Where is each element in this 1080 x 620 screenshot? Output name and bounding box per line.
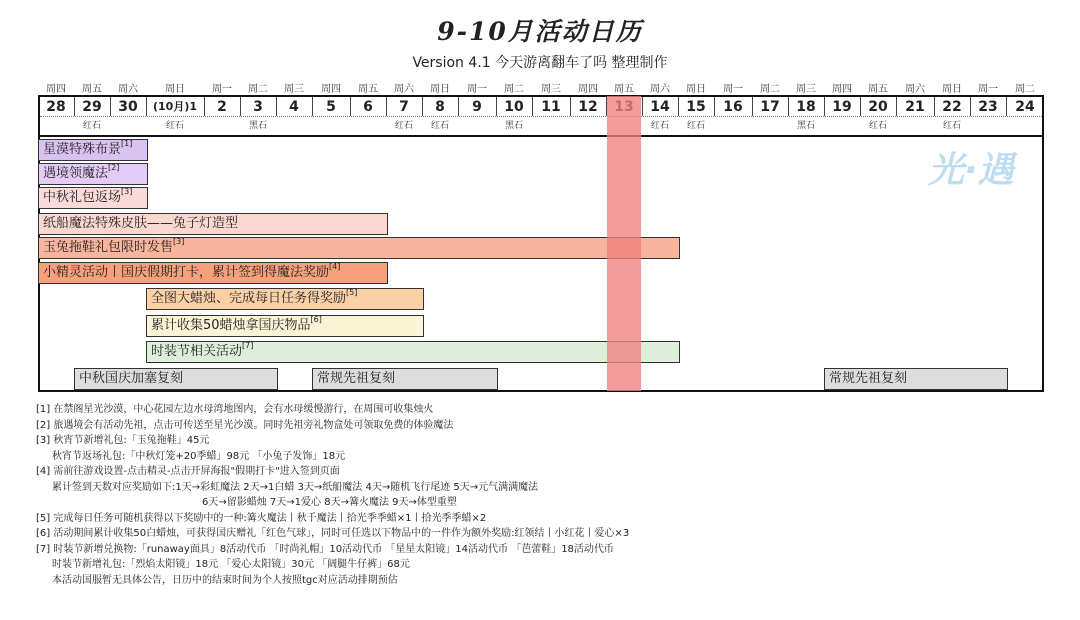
footnote-line: 本活动国服暂无具体公告，日历中的结束时间为个人按照tgc对应活动排期预估 (52, 574, 398, 586)
weekday-label: 周六 (905, 84, 925, 95)
date-cell: 16 (723, 99, 743, 115)
date-divider (40, 116, 1042, 117)
weekday-label: 周五 (868, 84, 888, 95)
weekday-label: 周六 (394, 84, 414, 95)
event-label: 纸船魔法特殊皮肤——兔子灯造型 (43, 216, 239, 231)
event-bar (74, 368, 278, 390)
event-footnote-ref: [1] (121, 139, 133, 148)
date-gridline (896, 97, 897, 116)
today-highlight-column (607, 96, 641, 391)
event-label: 常规先祖复刻 (317, 371, 396, 386)
date-cell: 12 (578, 99, 598, 115)
date-gridline (970, 97, 971, 116)
date-cell: 9 (472, 99, 482, 115)
date-gridline (496, 97, 497, 116)
footnote-line: [7] 时装节新增兑换物:「runaway面具」8活动代币 「时尚礼帽」10活动代币 「星星太阳镜」14活动代币 「芭蕾鞋」18活动代币 (36, 543, 614, 555)
stone-label: 黑石 (796, 121, 815, 131)
stone-label: 红石 (686, 121, 705, 131)
event-bar (146, 341, 680, 363)
weekday-label: 周一 (467, 84, 487, 95)
stone-label: 黑石 (504, 121, 523, 131)
weekday-label: 周日 (942, 84, 962, 95)
event-bar (38, 187, 148, 209)
footnote-line: [1] 在禁阁星光沙漠，中心花园左边水母湾地图内，会有水母缓慢游行，在周围可收集烛火 (36, 404, 434, 415)
event-footnote-ref: [2] (108, 163, 120, 172)
event-bar (38, 237, 680, 259)
date-gridline (146, 97, 147, 116)
date-cell: 24 (1015, 99, 1035, 115)
date-cell: 17 (760, 99, 780, 115)
date-cell: 3 (253, 99, 263, 115)
event-footnote-ref: [5] (346, 288, 358, 297)
event-bar (312, 368, 498, 390)
date-gridline (678, 97, 679, 116)
date-cell: (10月)1 (152, 100, 198, 113)
event-label: 小精灵活动丨国庆假期打卡，累计签到得魔法奖励 (43, 265, 330, 280)
event-bar (824, 368, 1008, 390)
weekday-label: 周三 (796, 84, 816, 95)
date-cell: 6 (363, 99, 373, 115)
weekday-label: 周三 (541, 84, 561, 95)
footnotes (36, 402, 629, 588)
footnote-line: 累计签到天数对应奖励如下:1天→彩虹魔法 2天→1白蜡 3天→纸船魔法 4天→随机飞行尾迹 5天→元气满满魔法 (52, 481, 539, 493)
page-subtitle: Version 4.1 今天游离翻车了吗 整理制作 (412, 55, 668, 71)
date-cell: 10 (504, 99, 524, 115)
date-gridline (386, 97, 387, 116)
weekday-label: 周二 (760, 84, 780, 95)
event-footnote-ref: [3] (173, 237, 185, 246)
stone-label: 红石 (868, 121, 887, 131)
weekday-label: 周五 (614, 84, 634, 95)
date-gridline (570, 97, 571, 116)
date-cell: 5 (326, 99, 336, 115)
weekday-header-row (38, 80, 1044, 94)
event-label: 中秋礼包返场 (43, 190, 122, 205)
weekday-label: 周日 (430, 84, 450, 95)
footnote-line: [3] 秋宵节新增礼包:「玉兔拖鞋」45元 (36, 435, 210, 446)
event-bar (146, 288, 424, 310)
date-gridline (458, 97, 459, 116)
weekday-label: 周四 (321, 84, 341, 95)
date-header (38, 95, 1044, 137)
date-cell: 11 (541, 99, 561, 115)
date-cell: 19 (832, 99, 852, 115)
date-gridline (110, 97, 111, 116)
date-gridline (532, 97, 533, 116)
weekday-label: 周二 (504, 84, 524, 95)
weekday-label: 周一 (723, 84, 743, 95)
date-gridline (240, 97, 241, 116)
date-gridline (1006, 97, 1007, 116)
event-bar (38, 213, 388, 235)
event-label: 星漠特殊布景 (43, 142, 122, 157)
date-cell: 23 (978, 99, 998, 115)
weekday-label: 周五 (358, 84, 378, 95)
date-cell: 30 (118, 99, 138, 115)
date-cell: 22 (942, 99, 962, 115)
weekday-label: 周一 (978, 84, 998, 95)
page-title: 9-10月活动日历 (437, 17, 643, 46)
date-cell: 2 (217, 99, 227, 115)
event-bar (146, 315, 424, 337)
date-cell: 21 (905, 99, 925, 115)
date-cell: 15 (686, 99, 706, 115)
event-label: 全图大蜡烛、完成每日任务得奖励 (151, 291, 347, 306)
date-gridline (714, 97, 715, 116)
stone-label: 红石 (82, 121, 101, 131)
date-gridline (74, 97, 75, 116)
event-label: 遇境领魔法 (43, 166, 109, 181)
footnote-line: [2] 旅遇境会有活动先祖，点击可传送至星光沙漠。同时先祖旁礼物盒处可领取免费的体验魔法 (36, 419, 454, 431)
event-bar (38, 139, 148, 161)
date-gridline (204, 97, 205, 116)
date-gridline (276, 97, 277, 116)
date-gridline (788, 97, 789, 116)
weekday-label: 周日 (686, 84, 706, 95)
weekday-label: 周二 (248, 84, 268, 95)
date-cell: 14 (650, 99, 670, 115)
stone-label: 黑石 (248, 121, 267, 131)
stone-label: 红石 (394, 121, 413, 131)
date-cell: 20 (868, 99, 888, 115)
date-gridline (824, 97, 825, 116)
weekday-label: 周六 (118, 84, 138, 95)
footnote-line: 秋宵节返场礼包:「中秋灯笼+20季蜡」98元 「小兔子发饰」18元 (52, 450, 346, 462)
date-gridline (422, 97, 423, 116)
weekday-label: 周五 (82, 84, 102, 95)
weekday-label: 周四 (832, 84, 852, 95)
weekday-label: 周二 (1015, 84, 1035, 95)
weekday-label: 周一 (212, 84, 232, 95)
footnote-line: [4] 需前往游戏设置-点击精灵-点击开屏海报"假期打卡"进入签到页面 (36, 466, 340, 477)
date-cell: 29 (82, 99, 102, 115)
date-gridline (312, 97, 313, 116)
event-label: 中秋国庆加塞复刻 (79, 371, 184, 386)
event-label: 常规先祖复刻 (829, 371, 908, 386)
weekday-label: 周四 (578, 84, 598, 95)
footnote-line: [5] 完成每日任务可随机获得以下奖励中的一种:篝火魔法丨秋千魔法丨拾光季季蜡×1丨拾光季季蜡×2 (36, 512, 487, 524)
date-gridline (642, 97, 643, 116)
event-label: 累计收集50蜡烛拿国庆物品 (151, 318, 311, 333)
stone-label: 红石 (165, 121, 184, 131)
date-gridline (350, 97, 351, 116)
event-label: 玉兔拖鞋礼包限时发售 (43, 240, 174, 255)
event-footnote-ref: [6] (310, 315, 322, 324)
event-footnote-ref: [4] (329, 262, 341, 271)
stone-label: 红石 (942, 121, 961, 131)
stone-label: 红石 (430, 121, 449, 131)
weekday-label: 周三 (284, 84, 304, 95)
date-gridline (860, 97, 861, 116)
date-cell: 4 (289, 99, 299, 115)
weekday-label: 周日 (165, 84, 185, 95)
event-bar (38, 262, 388, 284)
date-cell: 8 (435, 99, 445, 115)
date-gridline (934, 97, 935, 116)
weekday-label: 周六 (650, 84, 670, 95)
event-footnote-ref: [7] (242, 341, 254, 350)
footnote-line: 6天→留影蜡烛 7天→1爱心 8天→篝火魔法 9天→体型重塑 (202, 497, 457, 508)
date-cell: 28 (46, 99, 66, 115)
game-logo-watermark: 光·遇 (928, 150, 1014, 191)
event-footnote-ref: [3] (121, 187, 133, 196)
footnote-line: [6] 活动期间累计收集50白蜡烛，可获得国庆赠礼「红色气球」，同时可任选以下物品中的一件作为额外奖励:红领结丨小红花丨爱心×3 (36, 528, 630, 539)
date-cell: 18 (796, 99, 816, 115)
date-gridline (752, 97, 753, 116)
event-bar (38, 163, 148, 185)
event-label: 时装节相关活动 (151, 344, 243, 359)
weekday-label: 周四 (46, 84, 66, 95)
date-cell: 7 (399, 99, 409, 115)
stone-label: 红石 (650, 121, 669, 131)
footnote-line: 时装节新增礼包:「烈焰太阳镜」18元 「爱心太阳镜」30元 「阔腿牛仔裤」68元 (52, 559, 410, 570)
